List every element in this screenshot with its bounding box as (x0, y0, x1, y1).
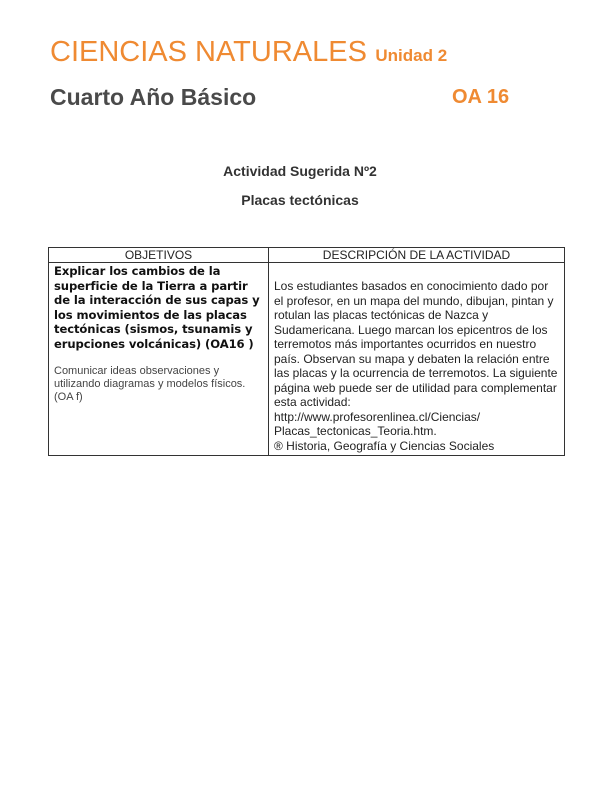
objective-main: Explicar los cambios de la superficie de la Tierra a partir de la interacción de sus capas y los movimientos de las placas tectónicas (sismos, tsunamis y erupciones volcánicas) (OA16 ) (54, 264, 260, 351)
description-cell (269, 263, 565, 456)
table-header-row (49, 248, 565, 263)
activity-subtitle: Placas tectónicas (241, 192, 359, 208)
table-row (49, 263, 565, 456)
activity-title: Actividad Sugerida Nº2 (223, 163, 377, 179)
resource-url-line2: Placas_tectonicas_Teoria.htm. (274, 424, 437, 438)
header-description: DESCRIPCIÓN DE LA ACTIVIDAD (269, 248, 565, 263)
grade-label: Cuarto Año Básico (50, 84, 257, 110)
description-text: Los estudiantes basados en conocimiento dado por el profesor, en un mapa del mundo, dibujan, pintan y rotulan las placas tectónicas de Nazca y Sudamericana. Luego marcan los epicentros de los terremotos más importantes ocurridos en nuestro país. Observan su mapa y debaten la relación entre las placas y la ocurrencia de terremotos. La siguiente página web puede ser de utilidad para complementar esta actividad: (274, 279, 558, 409)
resource-url-line1: http://www.profesorenlinea.cl/Ciencias/ (274, 409, 481, 424)
document-title (50, 36, 447, 69)
header-objectives: OBJETIVOS (49, 248, 269, 263)
activity-table (48, 247, 565, 456)
subject-title: CIENCIAS NATURALES (50, 36, 367, 68)
objective-secondary: Comunicar ideas observaciones y utilizando diagramas y modelos físicos. (OA f) (54, 365, 246, 403)
objectives-cell (49, 263, 269, 456)
unit-label: Unidad 2 (375, 46, 448, 65)
cross-subject-note: ® Historia, Geografía y Ciencias Sociales (274, 438, 495, 453)
oa-label: OA 16 (452, 86, 510, 108)
